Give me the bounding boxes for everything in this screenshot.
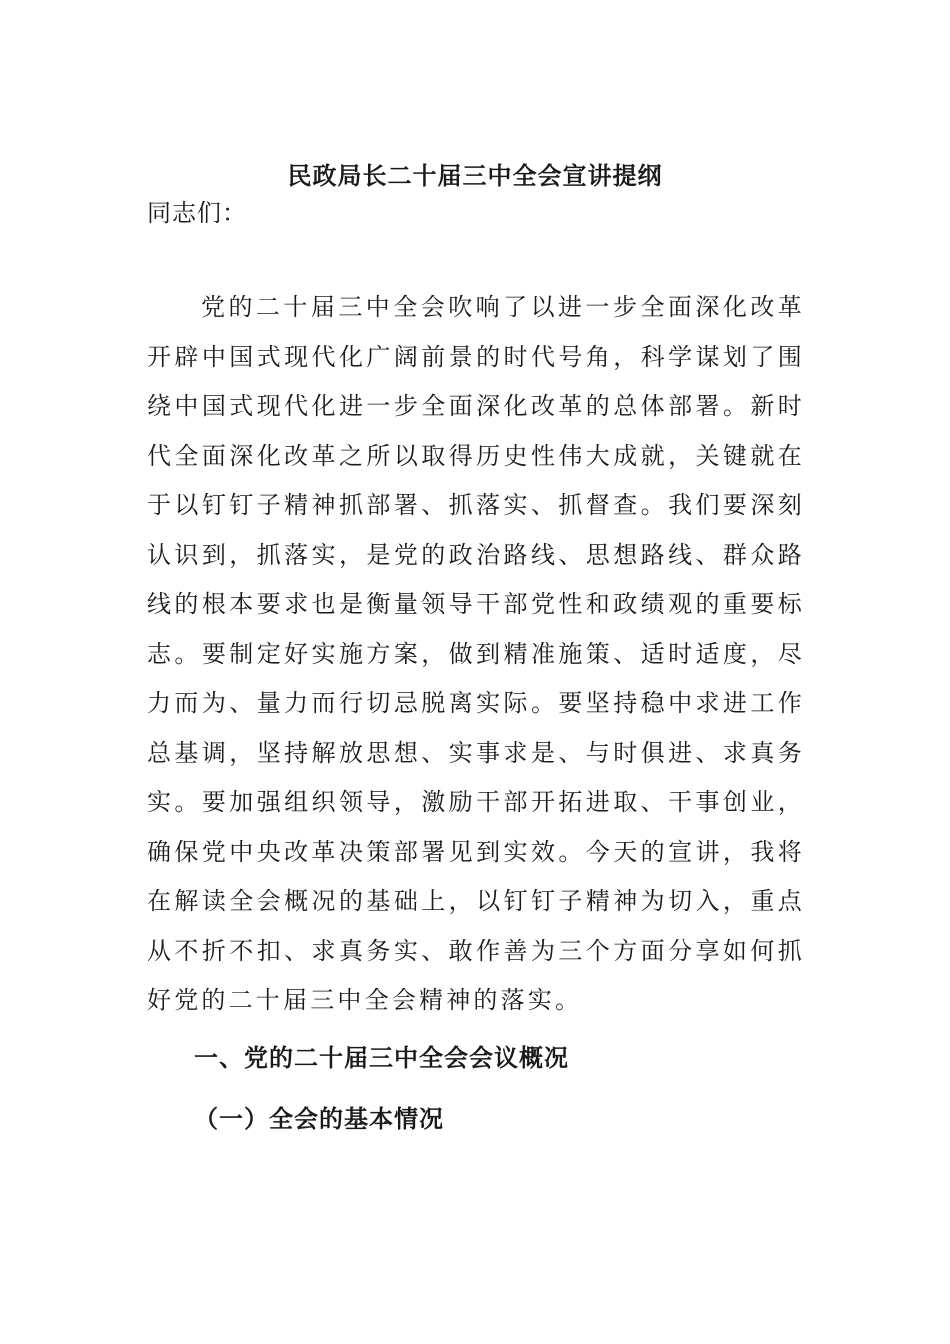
body-paragraph: 党的二十届三中全会吹响了以进一步全面深化改革开辟中国式现代化广阔前景的时代号角，科学谋划了围绕中国式现代化进一步全面深化改革的总体部署。新时代全面深化改革之所以取得历史性伟大成就，关键就在于以钉钉子精神抓部署、抓落实、抓督查。我们要深刻认识到，抓落实，是党的政治路线、思想路线、群众路线的根本要求也是衡量领导干部党性和政绩观的重要标志。要制定好实施方案，做到精准施策、适时适度，尽力而为、量力而行切忌脱离实际。要坚持稳中求进工作总基调，坚持解放思想、实事求是、与时俱进、求真务实。要加强组织领导，激励干部开拓进取、干事创业，确保党中央改革决策部署见到实效。今天的宣讲，我将在解读全会概况的基础上，以钉钉子精神为切入，重点从不折不扣、求真务实、敢作善为三个方面分享如何抓好党的二十届三中全会精神的落实。 [147, 293, 805, 1014]
salutation: 同志们： [147, 199, 247, 227]
subsection-heading: （一）全会的基本情况 [194, 1104, 444, 1133]
section-heading: 一、党的二十届三中全会会议概况 [194, 1043, 569, 1072]
document-title: 民政局长二十届三中全会宣讲提纲 [287, 161, 663, 190]
